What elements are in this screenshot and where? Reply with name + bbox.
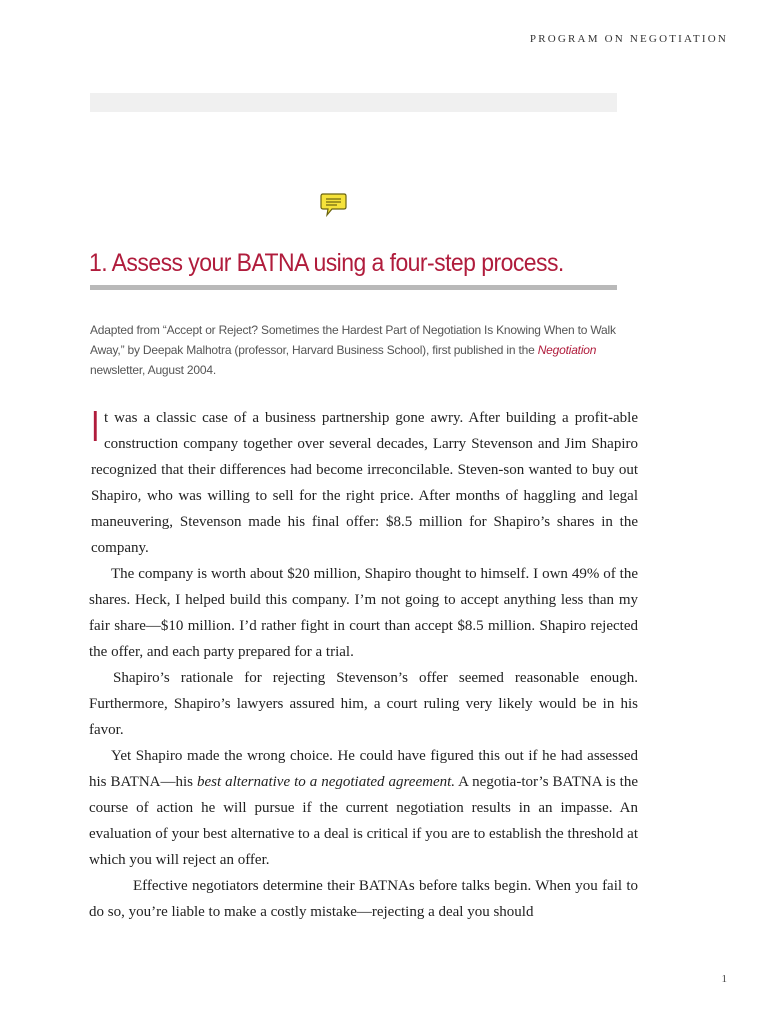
- drop-cap: I: [91, 402, 100, 451]
- publication-name: Negotiation: [537, 343, 597, 357]
- paragraph-4-text-end: A negotia-tor’s BATNA is the course of action he will pursue if the current negotiation results in an impasse. An evaluation of your best alternative to a deal is critical if you are to establish the threshold at which you will reject an offer.: [89, 774, 638, 868]
- article-body: [89, 402, 638, 925]
- paragraph-4-text: Yet Shapiro made the wrong choice. He could have figured this out if he had assessed his BATNA—his: [89, 748, 638, 790]
- running-header: PROGRAM ON NEGOTIATION: [529, 33, 728, 45]
- paragraph-1-text: t was a classic case of a business partnership gone awry. After building a profit-able construction company together over several decades, Larry Stevenson and Jim Shapiro recognized that their differences had become irreconcilable. Steven-son wanted to buy out Shapiro, who was willing to sell for the right price. After months of haggling and legal maneuvering, Stevenson made his final offer: $8.5 million for Shapiro’s shares in the company.: [91, 410, 638, 556]
- source-note: [90, 320, 630, 380]
- batna-definition: best alternative to a negotiated agreement.: [196, 774, 456, 790]
- comment-icon[interactable]: [320, 192, 347, 218]
- paragraph-2: The company is worth about $20 million, Shapiro thought to himself. I own 49% of the shares. Heck, I helped build this company. I’m not going to accept anything less than my fair share—$10 million. I’d rather fight in court than accept $8.5 million. Shapiro rejected the offer, and each party prepared for a trial.: [89, 566, 638, 660]
- paragraph-5: Effective negotiators determine their BATNAs before talks begin. When you fail to do so, you’re liable to make a costly mistake—rejecting a deal you should: [89, 878, 638, 920]
- source-note-date: newsletter, August 2004.: [90, 363, 216, 377]
- page-number: 1: [721, 973, 727, 985]
- paragraph-3: Shapiro’s rationale for rejecting Stevenson’s offer seemed reasonable enough. Furthermore, Shapiro’s lawyers assured him, a court ruling very likely would be in his favor.: [89, 670, 638, 738]
- header-band: [90, 93, 617, 112]
- paragraph-1: [89, 402, 638, 561]
- paragraph-4: [89, 743, 638, 873]
- title-rule: [90, 285, 617, 290]
- section-title: 1. Assess your BATNA using a four-step process.: [89, 249, 564, 277]
- source-note-text: Adapted from “Accept or Reject? Sometimes the Hardest Part of Negotiation Is Knowing When to Walk Away,” by Deepak Malhotra (professor, Harvard Business School), first published in the: [90, 323, 616, 357]
